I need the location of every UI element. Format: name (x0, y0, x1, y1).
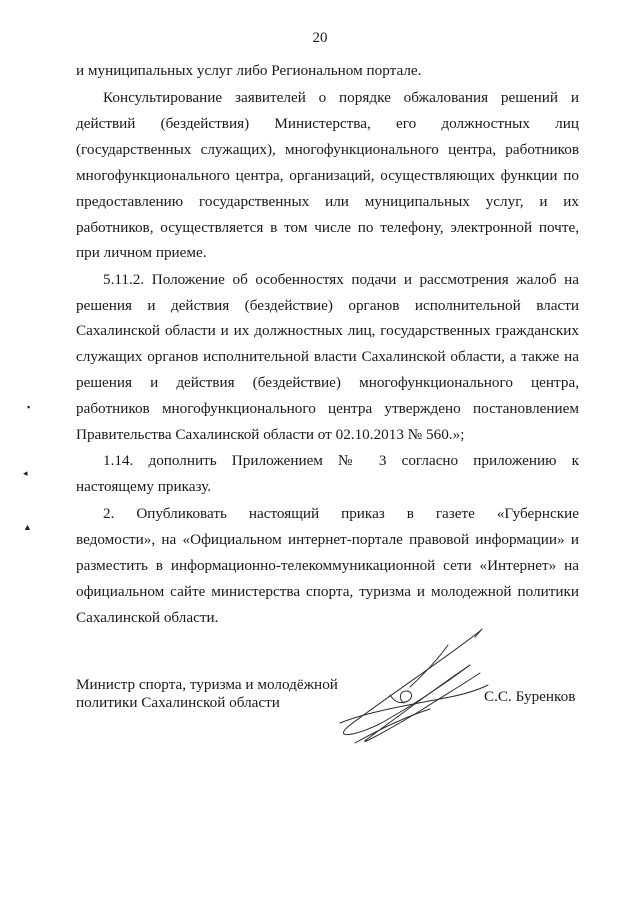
text-line: работников, осуществляется в том числе по телефону, электронной почте, (76, 219, 579, 236)
text-line: официальном сайте министерства спорта, туризма и молодежной политики (76, 583, 579, 600)
text-line: 2. Опубликовать настоящий приказ в газете «Губернские (103, 505, 579, 522)
text-line: Сахалинской области. (76, 609, 219, 626)
page-number: 20 (312, 30, 328, 46)
text-line: настоящему приказу. (76, 478, 212, 495)
text-line: Правительства Сахалинской области от 02.10.2013 № 560.»; (76, 426, 465, 443)
text-line: ведомости», на «Официальном интернет-портале правовой информации» и (76, 531, 579, 548)
handwritten-signature (330, 625, 500, 755)
text-line: Сахалинской области и их должностных лиц, государственных гражданских (76, 322, 579, 339)
text-line: предоставлению государственных или муниципальных услуг, и их (76, 193, 579, 210)
text-line: многофункционального центра, организаций, осуществляющих функции по (76, 167, 579, 184)
margin-mark: ▪ (27, 402, 31, 412)
margin-mark: ▲ (23, 522, 32, 532)
text-line: решения и действия (бездействие) органов исполнительной власти (76, 297, 579, 314)
text-line: работников многофункционального центра утверждено постановлением (76, 400, 579, 417)
text-line: решения и действия (бездействие) многофункционального центра, (76, 374, 579, 391)
text-line: 5.11.2. Положение об особенностях подачи и рассмотрения жалоб на (103, 271, 579, 288)
text-line: действий (бездействия) Министерства, его должностных лиц (76, 115, 579, 132)
text-line: разместить в информационно-телекоммуникационной сети «Интернет» на (76, 557, 579, 574)
text-line: служащих органов исполнительной власти Сахалинской области, а также на (76, 348, 579, 365)
text-line: Консультирование заявителей о порядке обжалования решений и (103, 89, 579, 106)
signer-title-line1: Министр спорта, туризма и молодёжной (76, 676, 338, 693)
text-line: при личном приеме. (76, 244, 207, 261)
signer-title-line2: политики Сахалинской области (76, 694, 280, 711)
text-line: 1.14. дополнить Приложением № 3 согласно приложению к (103, 452, 579, 469)
signer-name: С.С. Буренков (484, 688, 576, 705)
text-line: (государственных служащих), многофункционального центра, работников (76, 141, 579, 158)
margin-mark: ◂ (23, 468, 28, 478)
text-line: и муниципальных услуг либо Региональном портале. (76, 62, 422, 79)
